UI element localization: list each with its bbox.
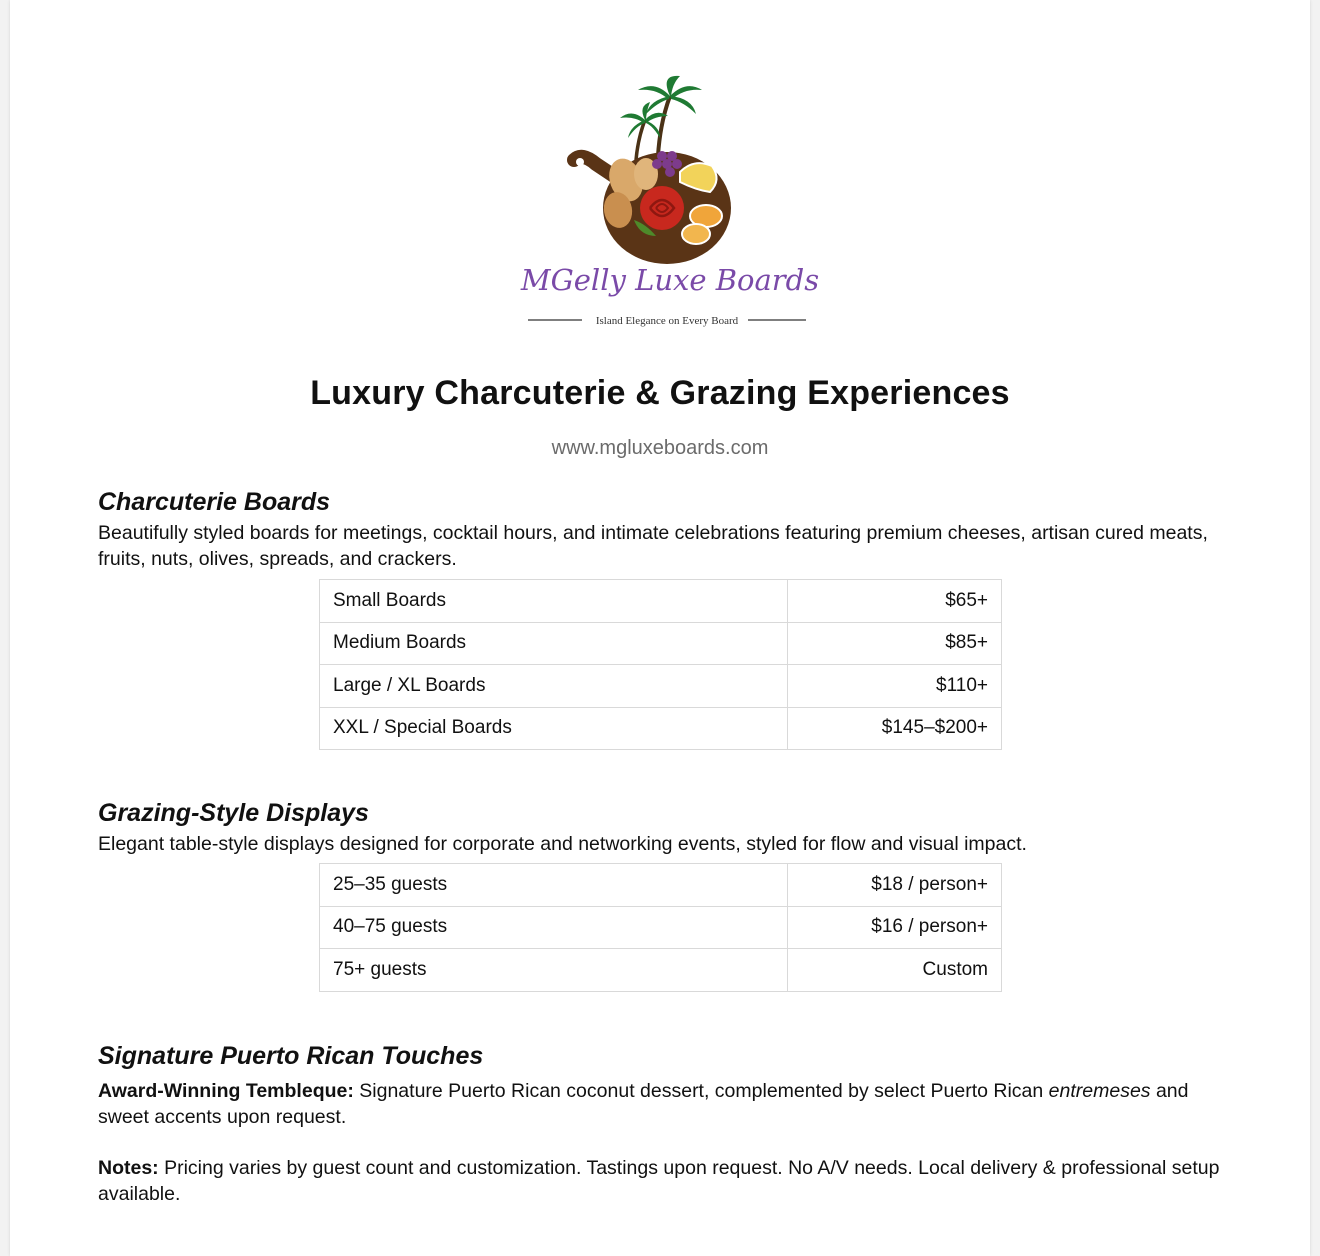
palm-trees-icon	[620, 76, 702, 160]
item-name: XXL / Special Boards	[320, 707, 788, 750]
item-name: Small Boards	[320, 580, 788, 623]
table-row	[320, 665, 1002, 708]
section-heading: Charcuterie Boards	[98, 488, 331, 516]
notes-label: Notes:	[98, 1157, 159, 1179]
logo-wordmark: MGelly Luxe Boards	[520, 263, 820, 297]
item-name: 40–75 guests	[320, 906, 788, 949]
section-description: Beautifully styled boards for meetings, cocktail hours, and intimate celebrations featuring premium cheeses, artisan cured meats, fruits, nuts, olives, spreads, and crackers.	[98, 522, 1208, 570]
item-price: $145–$200+	[788, 707, 1002, 750]
tembleque-end: and sweet accents upon request.	[98, 1080, 1189, 1128]
table-row	[320, 906, 1002, 949]
logo-tagline: Island Elegance on Every Board	[595, 315, 739, 327]
tembleque-text: Signature Puerto Rican coconut dessert, complemented by select Puerto Rican	[353, 1080, 1049, 1102]
document-page	[10, 0, 1310, 1256]
table-row	[320, 864, 1002, 907]
board-icon	[574, 151, 731, 264]
item-name: 25–35 guests	[320, 864, 788, 907]
notes-text: Pricing varies by guest count and customization. Tastings upon request. No A/V needs. Local delivery & professional setup available.	[98, 1157, 1220, 1205]
item-name: Large / XL Boards	[320, 665, 788, 708]
notes-paragraph	[98, 1155, 1223, 1207]
item-price: $16 / person+	[788, 906, 1002, 949]
tembleque-paragraph	[98, 1078, 1223, 1130]
section-heading: Signature Puerto Rican Touches	[98, 1042, 484, 1070]
item-name: Medium Boards	[320, 622, 788, 665]
table-row	[320, 622, 1002, 665]
section-heading: Grazing-Style Displays	[98, 799, 369, 827]
section-puerto-rican-touches	[98, 1040, 1223, 1207]
table-row	[320, 949, 1002, 992]
table-row	[320, 707, 1002, 750]
price-table	[319, 579, 1002, 750]
item-name: 75+ guests	[320, 949, 788, 992]
charcuterie-board-logo-icon	[510, 68, 830, 338]
table-row	[320, 580, 1002, 623]
item-price: $85+	[788, 622, 1002, 665]
website-url: www.mgluxeboards.com	[551, 437, 769, 459]
brand-logo	[510, 68, 830, 338]
tembleque-label: Award-Winning Tembleque:	[98, 1080, 354, 1102]
section-grazing-displays	[98, 797, 1223, 992]
section-description: Elegant table-style displays designed for corporate and networking events, styled for flow and visual impact.	[98, 833, 1027, 855]
item-price: $110+	[788, 665, 1002, 708]
item-price: $18 / person+	[788, 864, 1002, 907]
page-title: Luxury Charcuterie & Grazing Experiences	[310, 374, 1010, 412]
price-table	[319, 863, 1002, 992]
item-price: Custom	[788, 949, 1002, 992]
item-price: $65+	[788, 580, 1002, 623]
section-charcuterie-boards	[98, 486, 1223, 750]
tembleque-italic: entremeses	[1048, 1080, 1151, 1102]
